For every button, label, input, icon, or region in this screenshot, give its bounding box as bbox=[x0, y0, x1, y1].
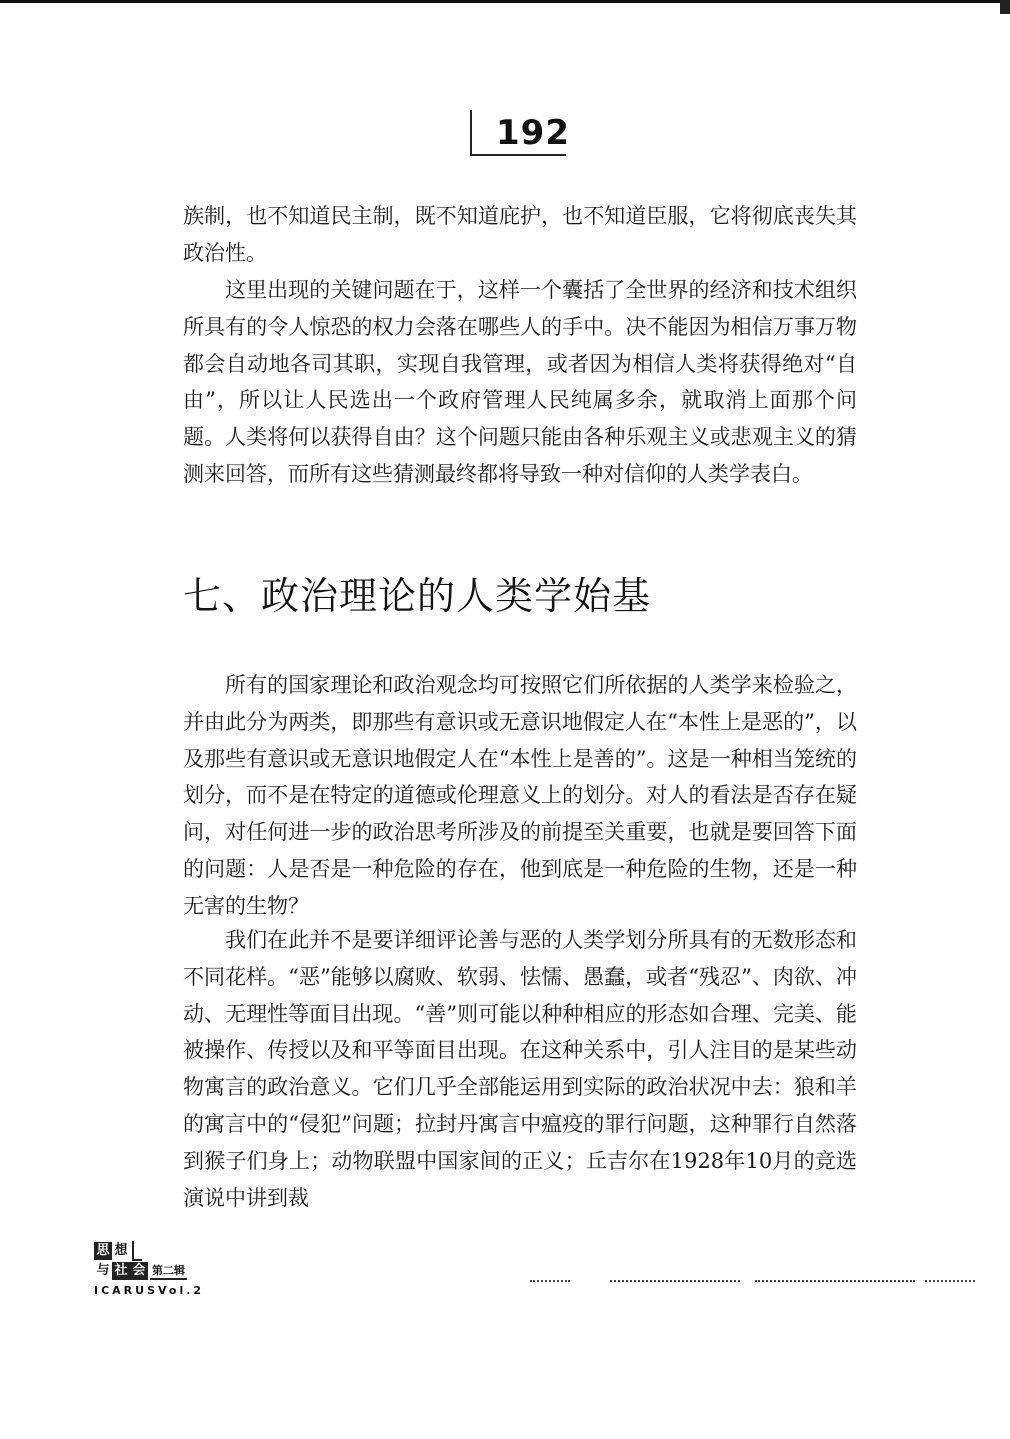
journal-name: ICARUSVol.2 bbox=[94, 1284, 205, 1297]
footer-dotted-rule bbox=[755, 1280, 915, 1282]
logo-row-bottom bbox=[94, 1261, 204, 1281]
logo-char: 社 bbox=[112, 1262, 130, 1280]
logo-bracket bbox=[132, 1241, 142, 1261]
top-edge-rule bbox=[0, 0, 1010, 3]
corner-mark bbox=[1000, 0, 1010, 14]
paragraph: 所有的国家理论和政治观念均可按照它们所依据的人类学来检验之，并由此分为两类，即那些有意识或无意识地假定人在“本性上是恶的”，以及那些有意识或无意识地假定人在“本性上是善的”。这是一种相当笼统的划分，而不是在特定的道德或伦理意义上的划分。对人的看法是否存在疑问，对任何进一步的政治思考所涉及的前提至关重要，也就是要回答下面的问题：人是否是一种危险的存在，他到底是一种危险的生物，还是一种无害的生物？ bbox=[183, 673, 857, 918]
logo-row-top bbox=[94, 1241, 204, 1261]
logo-char: 想 bbox=[114, 1243, 128, 1258]
logo-char: 与 bbox=[96, 1263, 110, 1278]
logo-char: 会 bbox=[130, 1262, 148, 1280]
journal-logo bbox=[94, 1241, 204, 1297]
volume-label: 第二辑 bbox=[150, 1262, 187, 1280]
page-number: 192 bbox=[496, 113, 570, 153]
paragraph: 这里出现的关键问题在于，这样一个囊括了全世界的经济和技术组织所具有的令人惊恐的权力会落在哪些人的手中。决不能因为相信万事万物都会自动地各司其职，实现自我管理，或者因为相信人类将获得绝对“自由”，所以让人民选出一个政府管理人民纯属多余，就取消上面那个问题。人类将何以获得自由？这个问题只能由各种乐观主义或悲观主义的猜测来回答，而所有这些猜测最终都将导致一种对信仰的人类学表白。 bbox=[183, 278, 857, 486]
logo-char: 思 bbox=[94, 1242, 112, 1260]
footer-dotted-rule bbox=[530, 1280, 570, 1282]
paragraph: 我们在此并不是要详细评论善与恶的人类学划分所具有的无数形态和不同花样。“恶”能够以腐败、软弱、怯懦、愚蠢，或者“残忍”、肉欲、冲动、无理性等面目出现。“善”则可能以种种相应的形态如合理、完美、能被操作、传授以及和平等面目出现。在这种关系中，引人注目的是某些动物寓言的政治意义。它们几乎全部能运用到实际的政治状况中去：狼和羊的寓言中的“侵犯”问题；拉封丹寓言中瘟疫的罪行问题，这种罪行自然落到猴子们身上；动物联盟中国家间的正义；丘吉尔在1928年10月的竞选演说中讲到裁 bbox=[183, 928, 857, 1210]
section-heading: 七、政治理论的人类学始基 bbox=[183, 574, 652, 618]
paragraph-continued: 族制，也不知道民主制，既不知道庇护，也不知道臣服，它将彻底丧失其政治性。 bbox=[183, 204, 857, 265]
footer-dotted-rule bbox=[610, 1280, 740, 1282]
footer-dotted-rule bbox=[925, 1280, 975, 1282]
